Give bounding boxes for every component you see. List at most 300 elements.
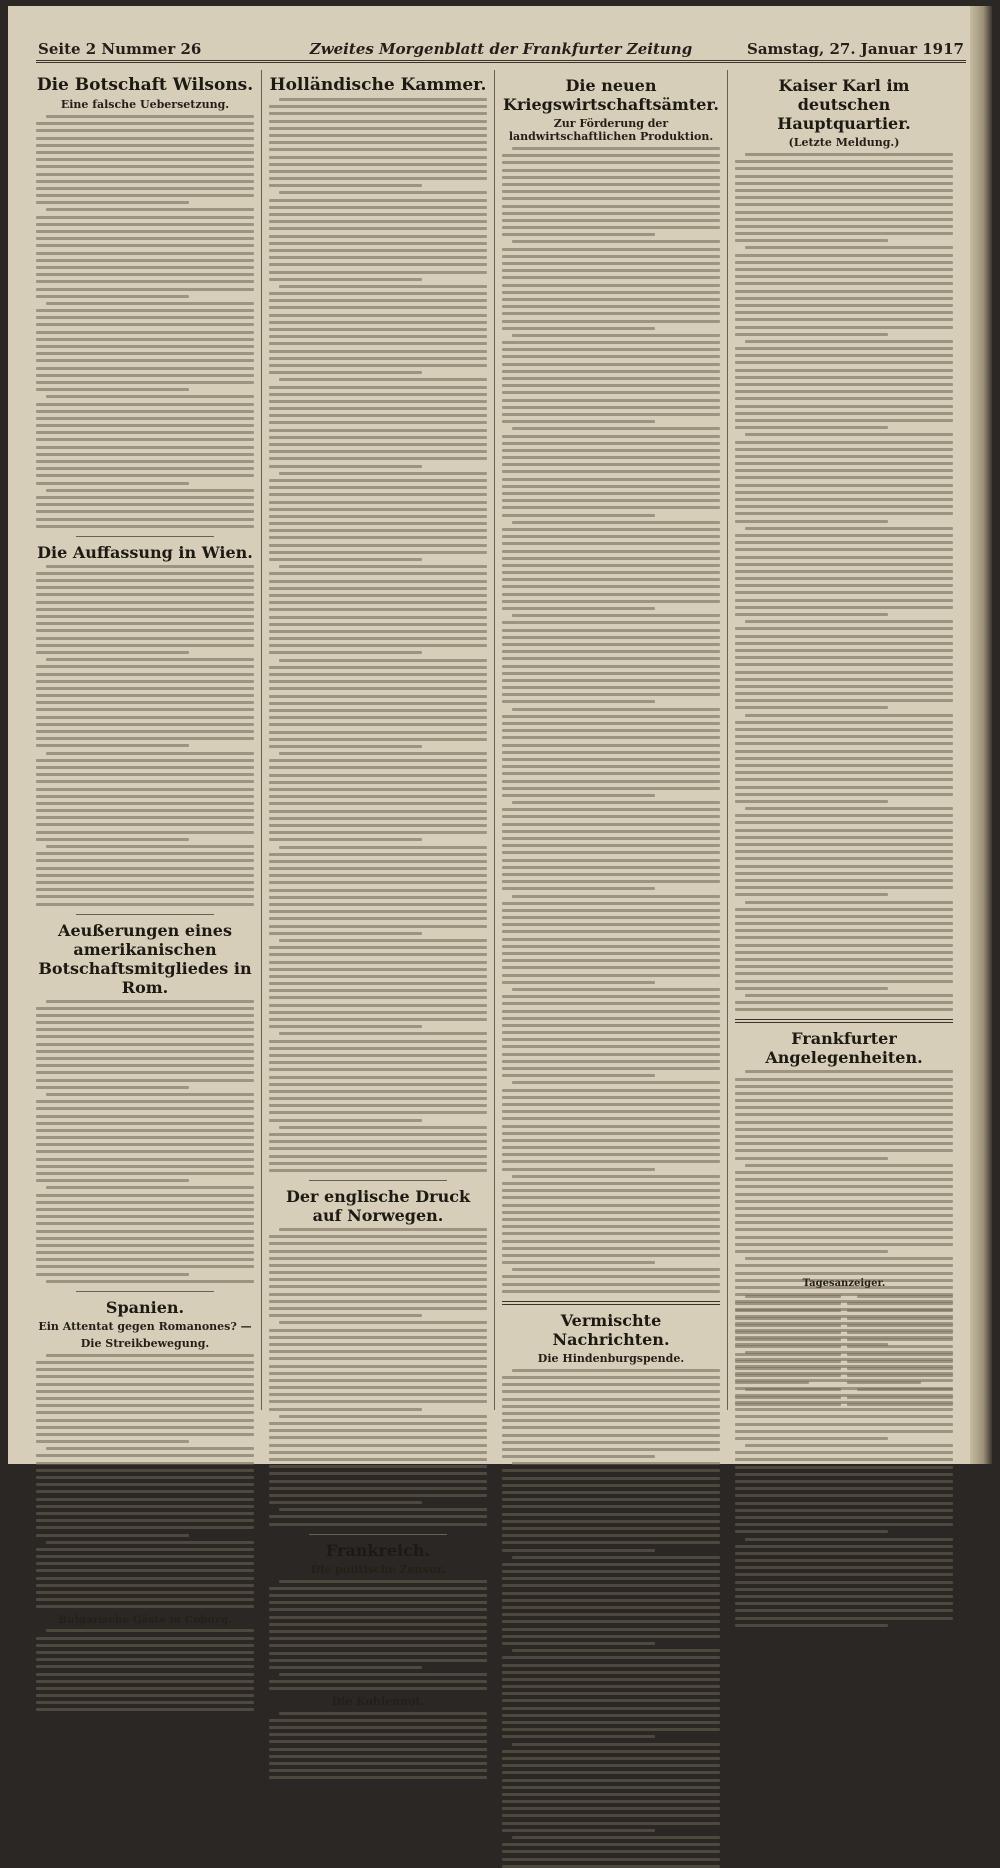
text-line: [36, 852, 254, 855]
text-line: [269, 1350, 487, 1353]
text-line: [269, 184, 422, 187]
text-line: [502, 1383, 720, 1386]
text-line: [269, 1169, 487, 1172]
text-line: [269, 1155, 487, 1158]
text-line: [269, 558, 422, 561]
text-line: [735, 936, 953, 939]
text-line: [36, 708, 254, 711]
text-line: [847, 1381, 921, 1384]
text-line: [735, 685, 953, 688]
text-line: [36, 1014, 254, 1017]
text-line: [735, 1185, 953, 1188]
text-line: [36, 510, 254, 513]
text-line: [36, 1136, 254, 1139]
text-line: [735, 397, 953, 400]
text-line: [502, 1707, 720, 1710]
text-line: [36, 637, 254, 640]
text-line: [512, 521, 720, 524]
text-line: [735, 1473, 953, 1476]
text-line: [269, 1285, 487, 1288]
text-line: [735, 987, 888, 990]
text-line: [502, 1858, 720, 1861]
text-line: [502, 657, 720, 660]
text-line: [502, 974, 720, 977]
text-line: [36, 1440, 189, 1443]
text-line: [36, 809, 254, 812]
text-line: [502, 808, 720, 811]
text-line: [735, 390, 953, 393]
text-line: [735, 671, 953, 674]
text-line: [745, 1257, 953, 1260]
text-line: [36, 525, 254, 528]
text-line: [735, 972, 953, 975]
text-line: [269, 1755, 487, 1758]
text-line: [36, 1021, 254, 1024]
text-line: [735, 1480, 953, 1483]
text-line: [735, 1092, 953, 1095]
text-line: [269, 1040, 487, 1043]
text-line: [735, 951, 953, 954]
text-line: [735, 1559, 953, 1562]
text-line: [502, 506, 720, 509]
text-line: [512, 1369, 720, 1372]
text-line: [269, 536, 487, 539]
text-line: [502, 981, 655, 984]
text-line: [502, 391, 720, 394]
text-line: [36, 1555, 254, 1558]
text-line: [735, 1602, 953, 1605]
text-line: [269, 1515, 487, 1518]
text-line: [502, 1074, 655, 1077]
text-line: [36, 601, 254, 604]
text-line: [269, 213, 487, 216]
text-line: [36, 482, 189, 485]
text-line: [269, 141, 487, 144]
text-line: [735, 556, 953, 559]
text-line: [735, 1437, 888, 1440]
text-line: [269, 1343, 487, 1346]
text-line: [502, 938, 720, 941]
text-line: [36, 881, 254, 884]
text-line: [735, 764, 953, 767]
text-line: [502, 456, 720, 459]
text-line: [36, 367, 254, 370]
newspaper-title: Zweites Morgenblatt der Frankfurter Zeitung: [309, 40, 693, 58]
text-line: [735, 1243, 953, 1246]
text-line: [502, 1455, 655, 1458]
text-line: [36, 1107, 254, 1110]
text-line: [735, 1157, 888, 1160]
text-line: [269, 1630, 487, 1633]
text-line: [279, 1228, 487, 1231]
text-line: [36, 1007, 254, 1010]
text-line: [735, 1545, 953, 1548]
text-line: [735, 254, 953, 257]
article-headline: Frankfurter Angelegenheiten.: [765, 1029, 923, 1068]
text-line: [279, 191, 487, 194]
text-line: [735, 944, 953, 947]
text-line: [269, 1379, 487, 1382]
text-line: [502, 1771, 720, 1774]
text-line: [502, 629, 720, 632]
text-line: [735, 1171, 953, 1174]
text-line: [502, 1024, 720, 1027]
text-line: [847, 1309, 953, 1312]
text-line: [269, 263, 487, 266]
article-subheadline: (Letzte Meldung.): [788, 136, 900, 149]
text-line: [36, 1490, 254, 1493]
text-line: [735, 1566, 953, 1569]
text-line: [735, 455, 953, 458]
text-line: [269, 206, 487, 209]
text-line: [735, 412, 953, 415]
text-line: [735, 706, 888, 709]
text-line: [269, 1429, 487, 1432]
text-line: [36, 1577, 254, 1580]
text-line: [847, 1331, 953, 1334]
text-line: [502, 1764, 720, 1767]
text-line: [502, 1829, 655, 1832]
text-line: [502, 578, 720, 581]
text-line: [279, 1673, 487, 1676]
text-line: [502, 399, 720, 402]
text-line: [735, 1200, 953, 1203]
text-line: [735, 735, 953, 738]
text-line: [735, 448, 953, 451]
text-line: [735, 857, 953, 860]
text-line: [36, 158, 254, 161]
text-line: [502, 255, 720, 258]
text-line: [502, 679, 720, 682]
article-subheadline: Die Hindenburgspende.: [537, 1351, 685, 1365]
text-line: [269, 1314, 422, 1317]
text-line: [269, 220, 487, 223]
text-line: [269, 1307, 487, 1310]
text-line: [36, 1215, 254, 1218]
text-line: [502, 550, 720, 553]
text-line: [36, 1100, 254, 1103]
text-line: [279, 378, 487, 381]
text-line: [36, 467, 254, 470]
text-line: [502, 420, 655, 423]
text-line: [745, 246, 953, 249]
text-line: [735, 1207, 953, 1210]
text-line: [502, 276, 720, 279]
article-subheadline: Die Streikbewegung.: [80, 1336, 210, 1350]
text-line: [36, 1426, 254, 1429]
text-line: [735, 1353, 841, 1356]
text-line: [36, 453, 254, 456]
text-line: [36, 694, 254, 697]
text-line: [502, 1232, 720, 1235]
text-line: [502, 880, 720, 883]
text-line: [269, 961, 487, 964]
text-line: [269, 163, 487, 166]
text-line: [735, 239, 888, 242]
text-line: [36, 622, 254, 625]
text-line: [512, 988, 720, 991]
text-line: [36, 1251, 254, 1254]
text-line: [36, 1079, 254, 1082]
text-line: [735, 318, 953, 321]
text-line: [269, 745, 422, 748]
text-line: [36, 403, 254, 406]
text-line: [512, 801, 720, 804]
text-line: [502, 873, 720, 876]
text-line: [279, 1580, 487, 1583]
text-line: [735, 563, 953, 566]
text-line: [269, 1494, 487, 1497]
text-line: [502, 542, 720, 545]
text-line: [36, 201, 189, 204]
text-line: [735, 167, 953, 170]
text-line: [269, 465, 422, 468]
text-line: [269, 910, 487, 913]
text-line: [502, 600, 720, 603]
text-line: [735, 484, 953, 487]
text-line: [502, 1692, 720, 1695]
text-line: [269, 120, 487, 123]
text-line: [502, 693, 720, 696]
text-line: [502, 1419, 720, 1422]
text-line: [735, 865, 953, 868]
text-line: [36, 518, 254, 521]
text-line: [36, 216, 254, 219]
text-line: [502, 1807, 720, 1810]
text-line: [735, 778, 953, 781]
text-line: [269, 1687, 487, 1690]
text-line: [269, 601, 487, 604]
text-line: [36, 867, 254, 870]
text-line: [735, 570, 953, 573]
text-line: [269, 817, 487, 820]
text-line: [269, 1408, 422, 1411]
text-line: [36, 273, 254, 276]
text-line: [269, 1133, 487, 1136]
text-line: [735, 326, 953, 329]
text-line: [735, 225, 953, 228]
text-line: [269, 1300, 487, 1303]
text-line: [847, 1403, 953, 1406]
text-line: [36, 1605, 254, 1608]
text-line: [269, 680, 487, 683]
text-line: [502, 1434, 720, 1437]
text-line: [735, 886, 953, 889]
text-line: [735, 369, 953, 372]
text-line: [502, 736, 720, 739]
text-line: [269, 889, 487, 892]
text-line: [269, 508, 487, 511]
divider: [76, 914, 214, 915]
text-line: [36, 1701, 254, 1704]
text-line: [502, 1498, 720, 1501]
text-line: [735, 1374, 841, 1377]
text-line: [502, 205, 720, 208]
text-line: [502, 470, 720, 473]
text-line: [745, 1388, 841, 1391]
text-line: [502, 794, 655, 797]
text-line: [745, 433, 953, 436]
text-line: [502, 1735, 655, 1738]
text-line: [269, 781, 487, 784]
text-line: [36, 496, 254, 499]
text-line: [735, 520, 888, 523]
text-line: [502, 1261, 655, 1264]
text-line: [36, 252, 254, 255]
text-line: [36, 381, 254, 384]
text-line: [735, 1128, 953, 1131]
text-line: [269, 1004, 487, 1007]
text-line: [36, 446, 254, 449]
text-line: [502, 1843, 720, 1846]
text-line: [36, 259, 254, 262]
text-line: [36, 1591, 254, 1594]
column-rule: [727, 70, 728, 1410]
text-line: [502, 1527, 720, 1530]
text-line: [735, 915, 953, 918]
text-line: [502, 1728, 720, 1731]
text-line: [502, 1031, 720, 1034]
text-line: [36, 1165, 254, 1168]
text-line: [735, 591, 953, 594]
text-line: [269, 695, 487, 698]
text-line: [269, 1271, 487, 1274]
text-line: [735, 1573, 953, 1576]
text-line: [735, 1302, 841, 1305]
text-line: [502, 700, 655, 703]
text-line: [502, 528, 720, 531]
text-line: [36, 1708, 254, 1711]
text-line: [735, 218, 953, 221]
text-line: [36, 352, 254, 355]
text-line: [36, 1122, 254, 1125]
text-line: [735, 1523, 953, 1526]
text-line: [269, 1719, 487, 1722]
text-line: [502, 492, 720, 495]
article-headline: Der englische Druck auf Norwegen.: [285, 1186, 471, 1225]
text-line: [502, 435, 720, 438]
text-line: [502, 1053, 720, 1056]
text-line: [269, 501, 487, 504]
text-line: [269, 580, 487, 583]
divider: [76, 1291, 214, 1292]
text-line: [502, 197, 720, 200]
text-line: [735, 958, 953, 961]
text-line: [735, 1078, 953, 1081]
text-line: [847, 1367, 953, 1370]
text-line: [279, 1321, 487, 1324]
text-line: [269, 414, 487, 417]
text-line: [502, 722, 720, 725]
text-line: [502, 320, 720, 323]
text-line: [269, 1372, 487, 1375]
text-line: [269, 932, 422, 935]
text-line: [36, 1526, 254, 1529]
text-line: [735, 1106, 953, 1109]
text-line: [46, 1280, 254, 1283]
text-line: [36, 701, 254, 704]
text-line: [269, 1501, 422, 1504]
article-body: [36, 1354, 254, 1609]
text-line: [269, 292, 487, 295]
text-line: [36, 165, 254, 168]
text-line: [745, 153, 953, 156]
text-line: [269, 1465, 487, 1468]
text-line: [36, 1273, 189, 1276]
text-line: [269, 328, 487, 331]
text-line: [735, 627, 953, 630]
text-line: [735, 175, 953, 178]
text-line: [269, 335, 487, 338]
text-line: [269, 1083, 487, 1086]
text-line: [46, 115, 254, 118]
text-line: [502, 952, 720, 955]
text-line: [269, 831, 487, 834]
text-line: [269, 1601, 487, 1604]
divider: [76, 536, 214, 537]
text-line: [36, 309, 254, 312]
text-line: [36, 194, 254, 197]
text-line: [269, 357, 487, 360]
text-line: [502, 902, 720, 905]
text-line: [735, 311, 953, 314]
text-line: [46, 302, 254, 305]
text-line: [36, 417, 254, 420]
text-line: [735, 1624, 888, 1627]
text-line: [36, 838, 189, 841]
text-line: [269, 968, 487, 971]
text-line: [269, 651, 422, 654]
text-line: [36, 1237, 254, 1240]
text-line: [269, 1293, 487, 1296]
text-line: [279, 565, 487, 568]
text-line: [36, 680, 254, 683]
text-line: [269, 1748, 487, 1751]
text-line: [735, 606, 953, 609]
text-line: [745, 994, 953, 997]
text-line: [502, 1204, 720, 1207]
text-line: [502, 1671, 720, 1674]
article-body: [502, 1369, 720, 1868]
text-line: [735, 505, 953, 508]
text-line: [36, 716, 254, 719]
text-line: [502, 169, 720, 172]
text-line: [502, 1584, 720, 1587]
text-line: [269, 1472, 487, 1475]
text-line: [46, 1186, 254, 1189]
text-line: [36, 744, 189, 747]
text-line: [36, 1562, 254, 1565]
text-line: [269, 522, 487, 525]
text-line: [502, 1132, 720, 1135]
text-line: [279, 659, 487, 662]
text-line: [735, 1451, 953, 1454]
text-line: [36, 1071, 254, 1074]
article-headline: Die neuen Kriegswirtschaftsämter.: [503, 76, 719, 114]
text-line: [269, 450, 487, 453]
text-line: [36, 295, 189, 298]
text-line: [502, 665, 720, 668]
text-line: [269, 1140, 487, 1143]
text-line: [847, 1302, 953, 1305]
text-line: [36, 1644, 254, 1647]
text-line: [502, 406, 720, 409]
text-line: [735, 182, 953, 185]
text-line: [735, 922, 953, 925]
text-line: [502, 284, 720, 287]
ads-column: [735, 1295, 841, 1410]
text-line: [502, 1146, 720, 1149]
